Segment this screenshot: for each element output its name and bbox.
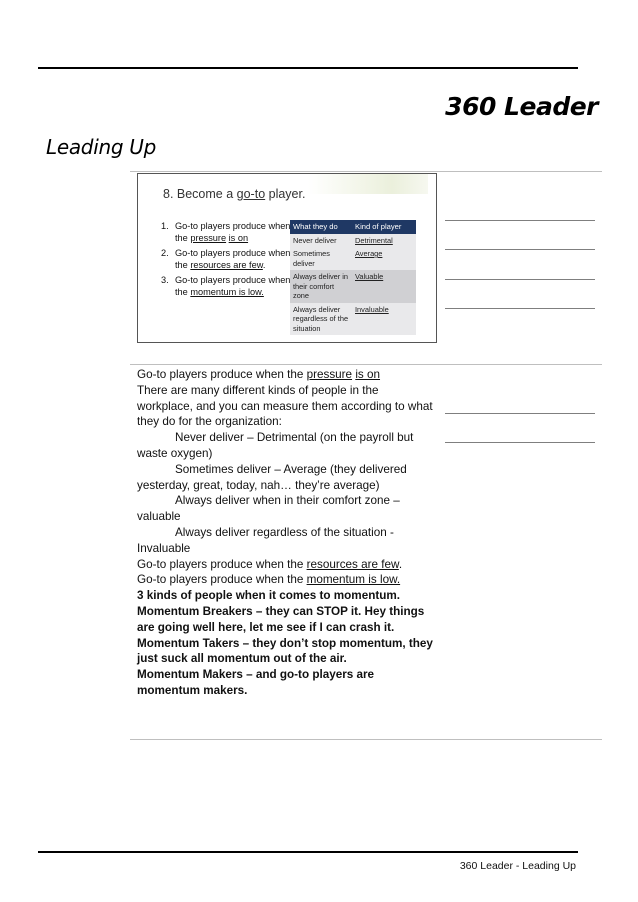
notes-paragraph: There are many different kinds of people in the workplace, and you can measure them according to what they do for the organization:	[137, 383, 433, 429]
table-cell: Sometimes deliver	[290, 247, 352, 270]
notes-text: Never deliver – Detrimental (on the payroll but waste oxygen)	[137, 431, 414, 460]
slide-list	[161, 220, 291, 300]
notes-paragraph	[137, 525, 437, 557]
list-text: Go-to players produce when the	[175, 221, 291, 244]
list-text: Go-to players produce when the	[175, 274, 291, 298]
notes-text: .	[398, 557, 403, 571]
notes-paragraph	[137, 572, 437, 588]
table-row	[290, 234, 416, 248]
table-row	[290, 247, 416, 270]
notes-underlined: pressure	[306, 368, 353, 381]
section-title: Leading Up	[46, 135, 157, 159]
list-number: 1.	[161, 221, 169, 231]
slide-title	[163, 187, 305, 201]
table-cell: Never deliver	[290, 234, 352, 248]
notes-text: Sometimes deliver – Average (they delivered yesterday, great, today, nah… they’re average)	[137, 462, 407, 492]
notes-text: Always deliver regardless of the situation - Invaluable	[137, 525, 394, 555]
footer-text: 360 Leader - Leading Up	[459, 860, 576, 872]
slide-list-item	[161, 274, 291, 299]
table-header-what: What they do	[290, 220, 352, 234]
notes-text: Go-to players produce when the	[137, 573, 307, 587]
note-line	[445, 413, 595, 414]
notes-bold-paragraph: Momentum Makers – and go-to players are momentum makers.	[137, 668, 375, 697]
table-header-kind: Kind of player	[352, 220, 416, 234]
table-cell: Average	[352, 247, 416, 270]
slide-title-suffix: player.	[265, 187, 306, 201]
list-underlined: momentum is low.	[190, 287, 264, 298]
table-row	[290, 303, 416, 336]
slide-list-item	[161, 247, 291, 272]
notes-underlined: resources are few	[306, 557, 399, 571]
page-title: 360 Leader	[445, 92, 598, 121]
header-rule	[38, 67, 578, 69]
slide-thumbnail	[137, 173, 437, 343]
slide-decoration	[308, 174, 428, 194]
notes-body	[137, 367, 437, 699]
table-row	[290, 270, 416, 303]
table-header-row	[290, 220, 416, 234]
notes-paragraph	[137, 557, 437, 573]
notes-text: Go-to players produce when the	[137, 557, 307, 571]
notes-paragraph	[137, 493, 437, 525]
notes-bold-paragraph: Momentum Breakers – they can STOP it. Hey things are going well here, let me see if I can crash it.	[137, 604, 425, 634]
table-cell: Invaluable	[352, 303, 416, 336]
notes-bottom-divider	[130, 739, 602, 740]
list-number: 2.	[161, 247, 169, 258]
notes-bold-paragraph: 3 kinds of people when it comes to momentum.	[137, 589, 401, 603]
player-table	[290, 220, 416, 335]
slide-title-link: go-to	[236, 187, 266, 201]
notes-paragraph	[137, 430, 437, 462]
notes-underlined: momentum is low.	[306, 573, 401, 587]
notes-text: Go-to players produce when the	[137, 368, 307, 381]
table-cell: Valuable	[352, 270, 416, 303]
slide-title-prefix: 8. Become a	[163, 187, 237, 201]
note-line	[445, 220, 595, 221]
note-line	[445, 249, 595, 250]
note-line	[445, 308, 595, 309]
slide-list-item	[161, 220, 291, 245]
table-cell: Always deliver regardless of the situation	[290, 303, 352, 336]
slide-top-divider	[130, 171, 602, 172]
note-line	[445, 442, 595, 443]
notes-underlined: is on	[355, 368, 381, 381]
table-cell: Always deliver in their comfort zone	[290, 270, 352, 303]
table-cell: Detrimental	[352, 234, 416, 248]
footer-rule	[38, 851, 578, 853]
list-underlined: is on	[228, 233, 249, 244]
notes-bold-paragraph: Momentum Takers – they don’t stop momentum, they just suck all momentum out of the air.	[137, 636, 433, 666]
note-line	[445, 279, 595, 280]
slide-bottom-divider	[130, 364, 602, 365]
list-text: Go-to players produce when the	[175, 247, 291, 271]
list-underlined: resources are few	[190, 260, 263, 271]
notes-text: Always deliver when in their comfort zone – valuable	[137, 494, 400, 524]
list-underlined: pressure	[190, 233, 227, 244]
notes-paragraph	[137, 462, 437, 494]
list-number: 3.	[161, 274, 169, 285]
list-text: .	[262, 260, 266, 271]
notes-paragraph	[137, 367, 437, 383]
